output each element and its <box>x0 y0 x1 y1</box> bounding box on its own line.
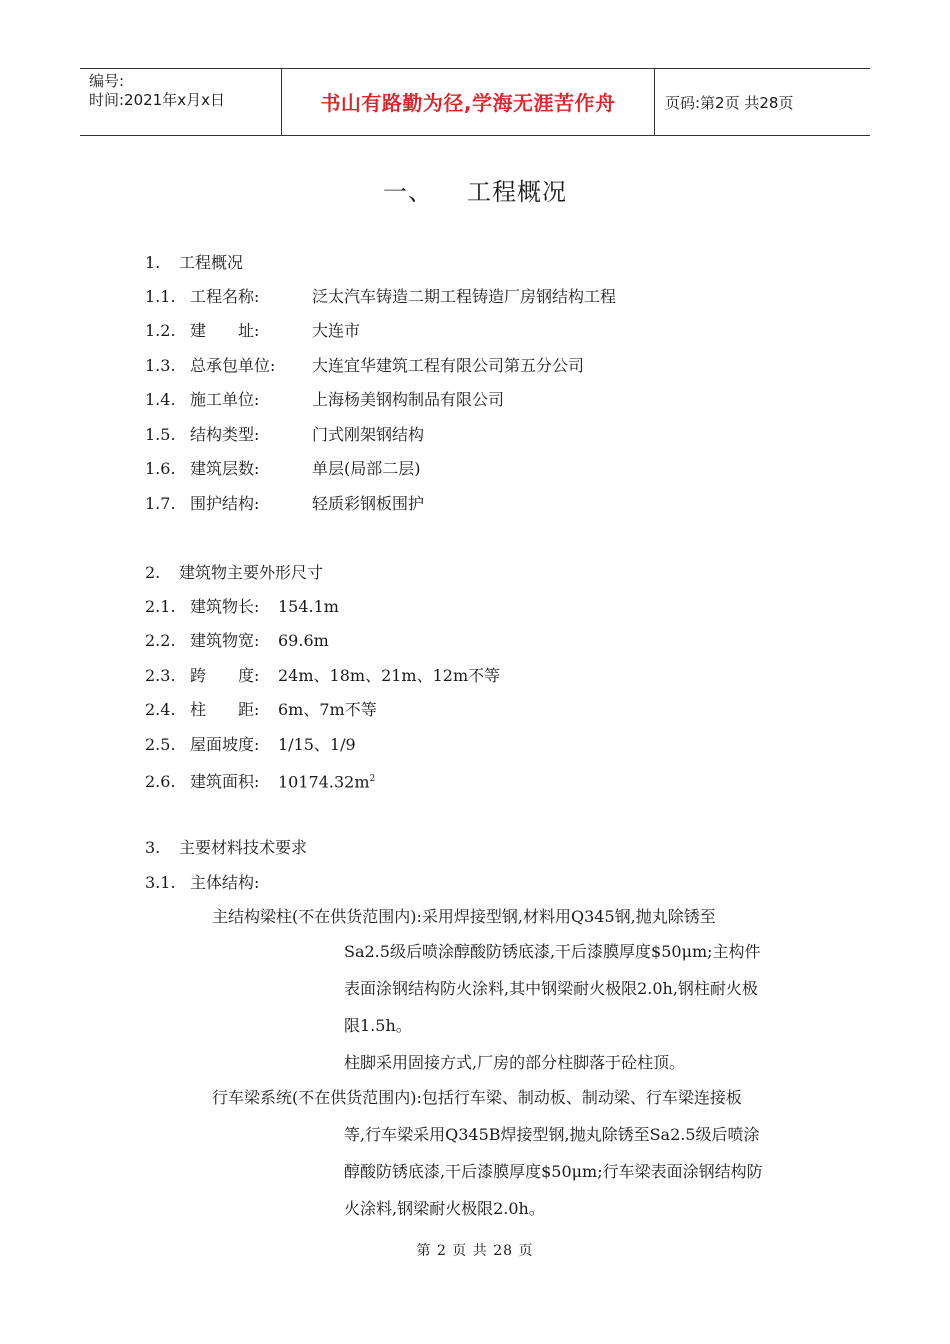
item-number: 3.1. <box>145 873 176 892</box>
section-heading <box>145 837 307 859</box>
item-value: 6m、7m不等 <box>278 700 377 719</box>
page-header <box>80 68 870 136</box>
paragraph-line: 火涂料,钢梁耐火极限2.0h。 <box>344 1199 545 1218</box>
paragraph-body <box>344 933 814 1081</box>
section-heading <box>145 252 243 274</box>
paragraph-line: Sa2.5级后喷涂醇酸防锈底漆,干后漆膜厚度$50μm;主构件 <box>344 942 761 961</box>
item-value: 大连宜华建筑工程有限公司第五分公司 <box>312 356 585 375</box>
section-title: 建筑物主要外形尺寸 <box>179 563 324 582</box>
item-number: 1.5. <box>145 425 176 444</box>
item-number: 1.4. <box>145 390 176 409</box>
item-label: 建筑物长: <box>190 597 260 616</box>
section-title: 主要材料技术要求 <box>179 838 308 857</box>
chapter-title-text: 工程概况 <box>467 178 567 206</box>
list-item <box>145 699 377 721</box>
list-item <box>145 355 584 377</box>
item-label: 总承包单位: <box>190 356 276 375</box>
subsection-heading <box>145 872 259 894</box>
list-item <box>145 734 356 756</box>
chapter-number: 一、 <box>383 178 433 206</box>
section-title: 工程概况 <box>179 253 244 272</box>
list-item <box>145 665 500 687</box>
chapter-title <box>0 172 950 207</box>
section-number: 2. <box>145 563 161 582</box>
item-value: 69.6m <box>278 631 329 650</box>
list-item <box>145 320 360 342</box>
paragraph-line: 等,行车梁采用Q345B焊接型钢,抛丸除锈至Sa2.5级后喷涂 <box>344 1125 760 1144</box>
list-item <box>145 389 504 411</box>
item-label: 跨 度: <box>190 666 260 685</box>
item-label: 围护结构: <box>190 494 260 513</box>
section-number: 3. <box>145 838 161 857</box>
item-label: 工程名称: <box>190 287 260 306</box>
item-number: 1.2. <box>145 321 176 340</box>
list-item <box>145 458 421 480</box>
item-number: 2.5. <box>145 735 176 754</box>
list-item <box>145 286 616 308</box>
item-value: 门式刚架钢结构 <box>312 425 425 444</box>
item-label: 建筑面积: <box>190 772 260 792</box>
paragraph-line: 限1.5h。 <box>344 1016 412 1035</box>
paragraph-first-line: 主结构梁柱(不在供货范围内):采用焊接型钢,材料用Q345钢,抛丸除锈至 <box>212 907 716 926</box>
header-meta <box>80 69 282 135</box>
item-label: 结构类型: <box>190 425 260 444</box>
item-value: 154.1m <box>278 597 339 616</box>
item-number: 2.2. <box>145 631 176 650</box>
item-label: 柱 距: <box>190 700 260 719</box>
item-number: 1.1. <box>145 287 176 306</box>
item-number: 2.4. <box>145 700 176 719</box>
item-value: 单层(局部二层) <box>312 459 421 478</box>
item-value: 大连市 <box>312 321 361 340</box>
item-number: 2.3. <box>145 666 176 685</box>
item-label: 建筑物宽: <box>190 631 260 650</box>
paragraph-line: 表面涂钢结构防火涂料,其中钢梁耐火极限2.0h,钢柱耐火极 <box>344 979 758 998</box>
item-label: 施工单位: <box>190 390 260 409</box>
item-value: 上海杨美钢构制品有限公司 <box>312 390 505 409</box>
item-number: 2.1. <box>145 597 176 616</box>
header-motto: 书山有路勤为径,学海无涯苦作舟 <box>282 69 655 135</box>
item-value: 1/15、1/9 <box>278 735 356 754</box>
page-footer: 第 2 页 共 28 页 <box>416 1243 534 1259</box>
superscript: 2 <box>369 774 376 784</box>
list-item <box>145 493 424 515</box>
item-number: 2.6. <box>145 772 176 792</box>
paragraph-line: 醇酸防锈底漆,干后漆膜厚度$50μm;行车梁表面涂钢结构防 <box>344 1162 763 1181</box>
document-date: 时间:2021年x月x日 <box>89 91 225 109</box>
item-label: 建筑层数: <box>190 459 260 478</box>
item-value: 10174.32m <box>278 772 370 792</box>
list-item <box>145 768 375 793</box>
list-item <box>145 424 424 446</box>
item-number: 1.3. <box>145 356 176 375</box>
item-number: 1.6. <box>145 459 176 478</box>
section-heading <box>145 562 323 584</box>
paragraph-line: 柱脚采用固接方式,厂房的部分柱脚落于砼柱顶。 <box>344 1053 686 1072</box>
header-page-number: 页码:第2页 共28页 <box>665 94 794 112</box>
section-number: 1. <box>145 253 161 272</box>
paragraph-first-line: 行车梁系统(不在供货范围内):包括行车梁、制动板、制动梁、行车梁连接板 <box>212 1088 742 1107</box>
document-code-label: 编号: <box>89 72 125 90</box>
paragraph-body <box>344 1116 814 1227</box>
list-item <box>145 596 339 618</box>
item-value: 轻质彩钢板围护 <box>312 494 425 513</box>
item-label: 屋面坡度: <box>190 735 260 754</box>
item-label: 建 址: <box>190 321 260 340</box>
list-item <box>145 630 329 652</box>
item-number: 1.7. <box>145 494 176 513</box>
item-value: 泛太汽车铸造二期工程铸造厂房钢结构工程 <box>312 287 617 306</box>
item-label: 主体结构: <box>190 873 260 892</box>
item-value: 24m、18m、21m、12m不等 <box>278 666 501 685</box>
